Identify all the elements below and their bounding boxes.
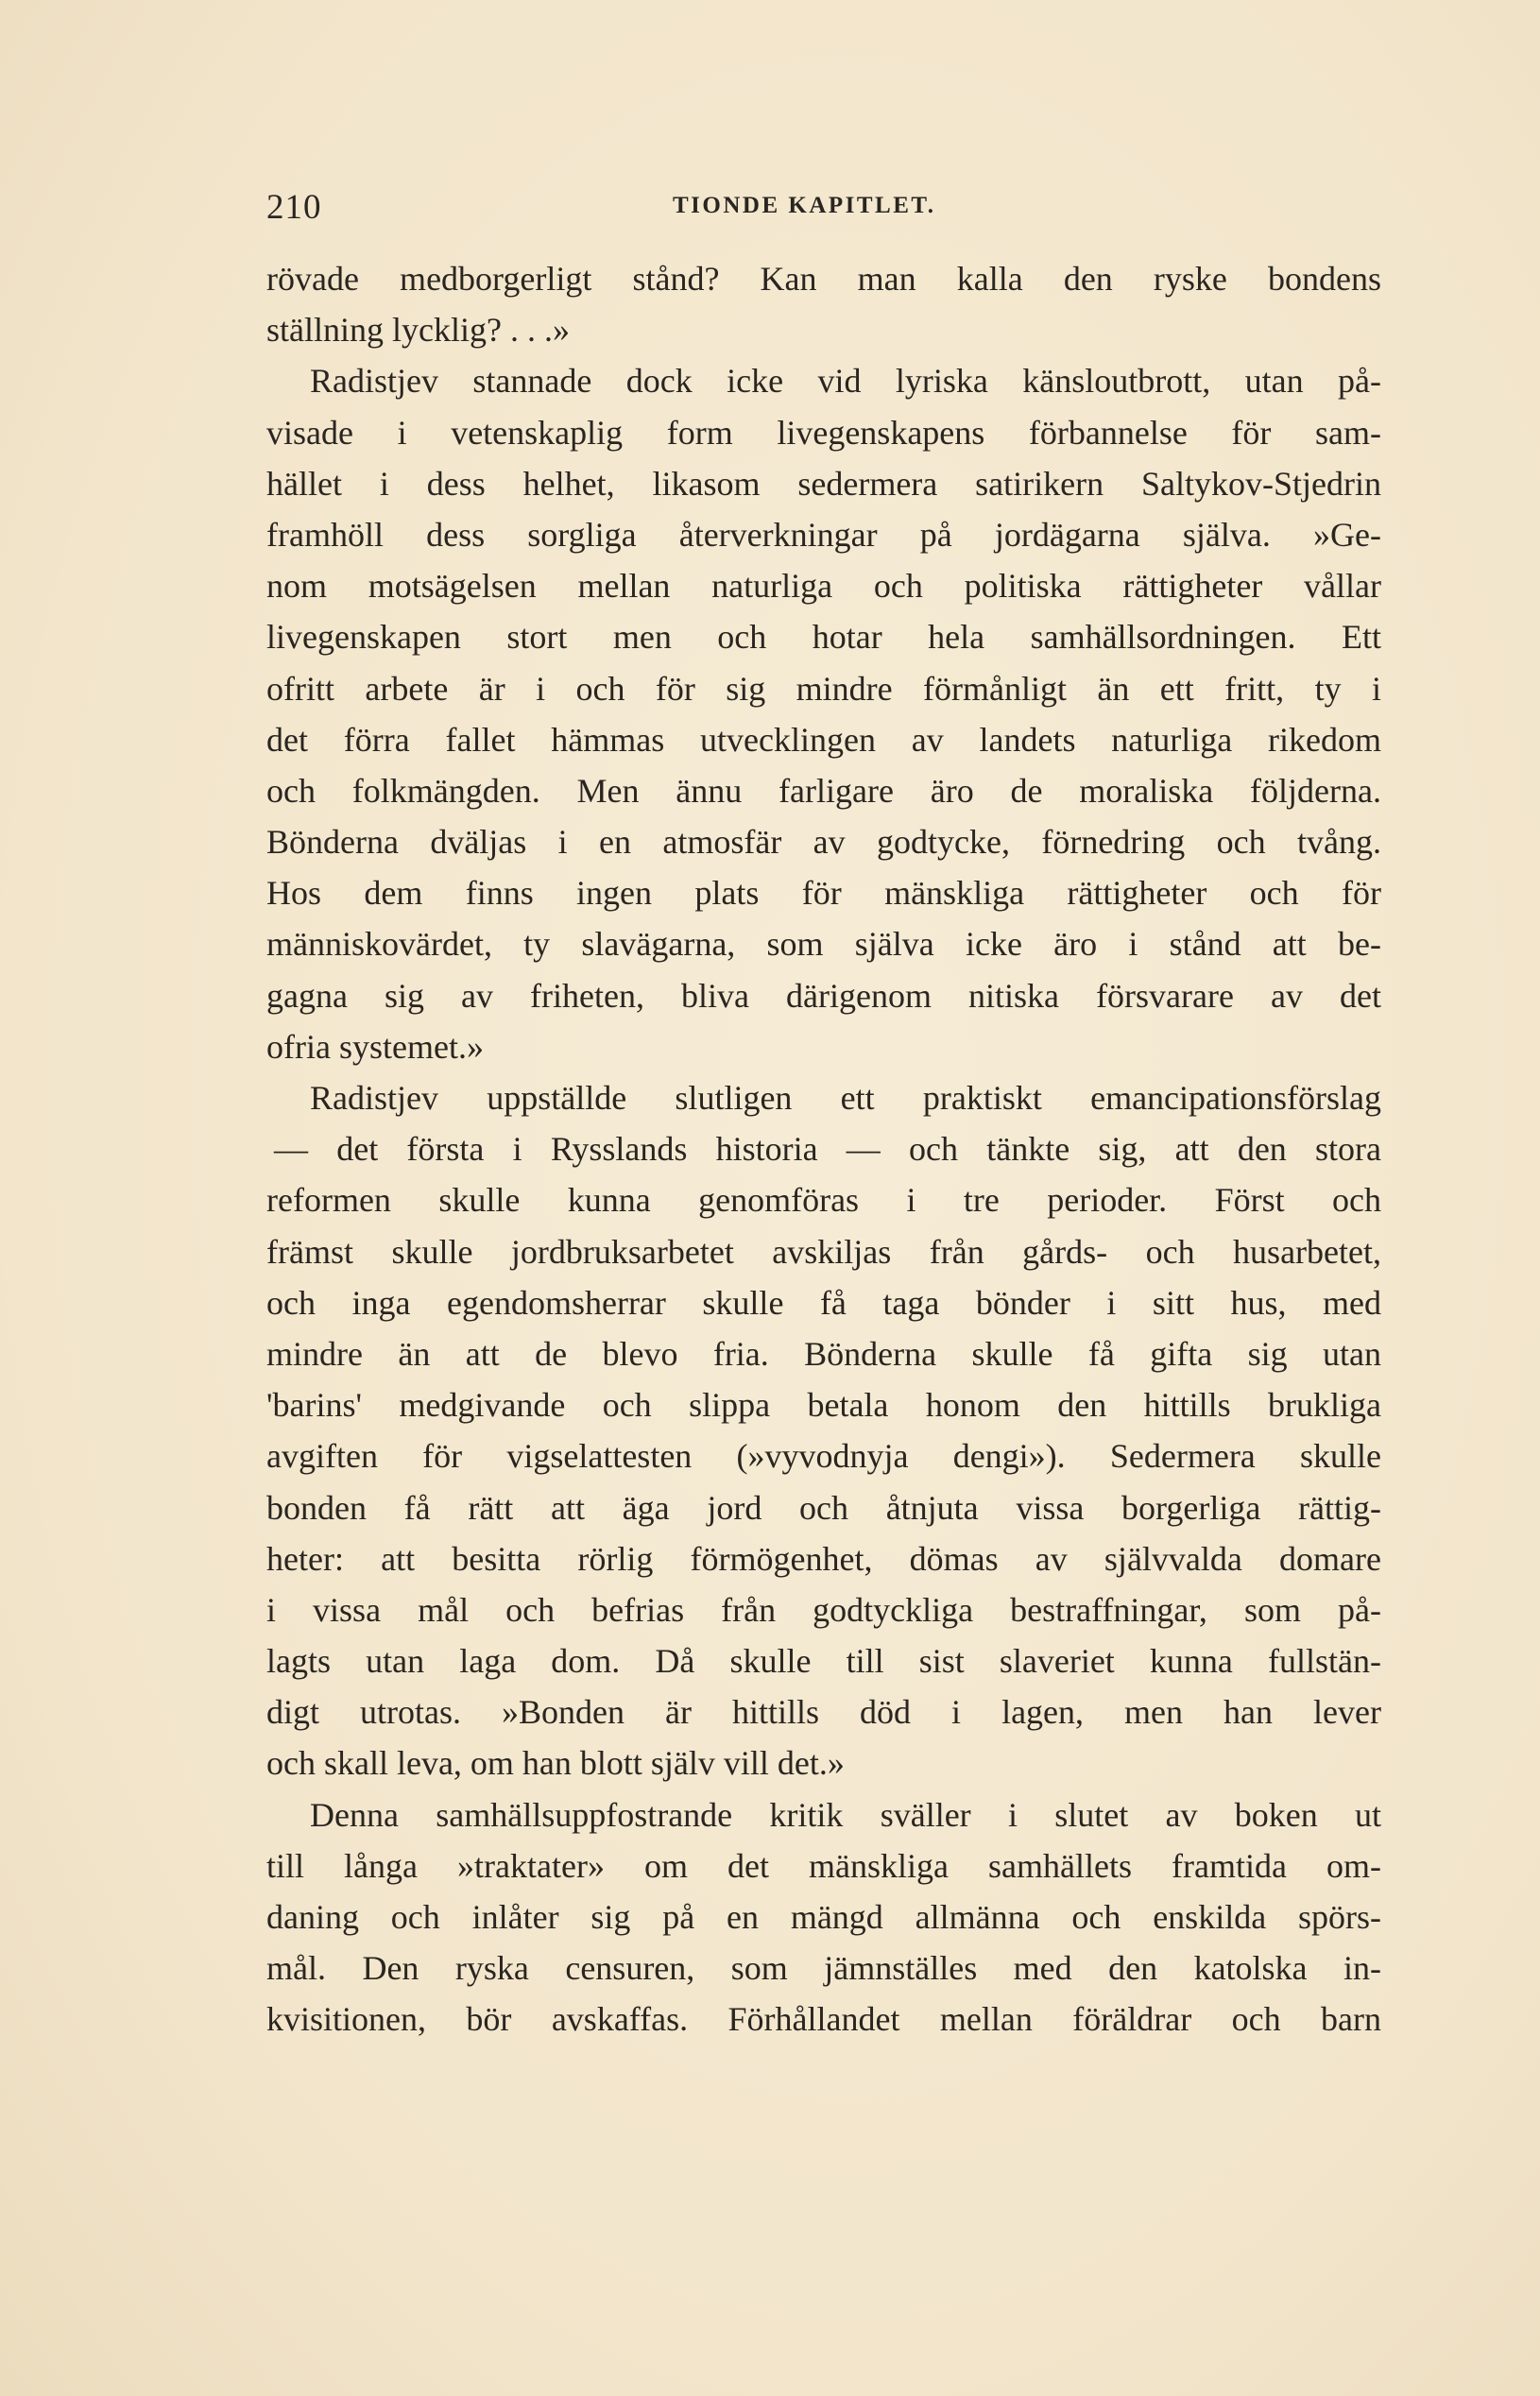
- text-line: livegenskapen stort men och hotar hela samhällsordningen. Ett: [266, 618, 1381, 657]
- text-line: Radistjev uppställde slutligen ett praktiskt emancipationsförslag: [310, 1079, 1381, 1117]
- page-number: 210: [266, 188, 322, 227]
- text-line: det förra fallet hämmas utvecklingen av landets naturliga rikedom: [266, 720, 1381, 759]
- text-line: Denna samhällsuppfostrande kritik sväller i slutet av boken ut: [310, 1795, 1381, 1834]
- text-line: digt utrotas. »Bonden är hittills död i lagen, men han lever: [266, 1693, 1381, 1732]
- text-line: nom motsägelsen mellan naturliga och politiska rättigheter vållar: [266, 567, 1381, 606]
- text-line: mål. Den ryska censuren, som jämnställes med den katolska in-: [266, 1949, 1381, 1988]
- text-line: — det första i Rysslands historia — och tänkte sig, att den stora: [274, 1130, 1381, 1169]
- text-line: ställning lycklig? . . .»: [266, 311, 570, 350]
- body-text: [266, 253, 1381, 2045]
- page-header: [266, 187, 1381, 234]
- text-line: reformen skulle kunna genomföras i tre perioder. Först och: [266, 1181, 1381, 1220]
- text-line: framhöll dess sorgliga återverkningar på jordägarna själva. »Ge-: [266, 515, 1381, 554]
- text-line: lagts utan laga dom. Då skulle till sist slaveriet kunna fullstän-: [266, 1642, 1381, 1681]
- text-line: Hos dem finns ingen plats för mänskliga rättigheter och för: [266, 874, 1381, 913]
- text-line: och skall leva, om han blott själv vill det.»: [266, 1744, 845, 1783]
- text-line: avgiften för vigselattesten (»vyvodnyja dengi»). Sedermera skulle: [266, 1437, 1381, 1476]
- text-line: Bönderna dväljas i en atmosfär av godtycke, förnedring och tvång.: [266, 823, 1381, 862]
- text-line: 'barins' medgivande och slippa betala honom den hittills brukliga: [266, 1386, 1381, 1425]
- text-line: i vissa mål och befrias från godtyckliga bestraffningar, som på-: [266, 1590, 1381, 1629]
- text-line: och inga egendomsherrar skulle få taga bönder i sitt hus, med: [266, 1283, 1381, 1322]
- text-line: till långa »traktater» om det mänskliga samhällets framtida om-: [266, 1846, 1381, 1885]
- text-line: rövade medborgerligt stånd? Kan man kalla den ryske bondens: [266, 260, 1381, 298]
- text-line: mindre än att de blevo fria. Bönderna skulle få gifta sig utan: [266, 1334, 1381, 1373]
- text-line: hället i dess helhet, likasom sedermera satirikern Saltykov-Stjedrin: [266, 464, 1381, 503]
- text-line: människovärdet, ty slavägarna, som själva icke äro i stånd att be-: [266, 925, 1381, 964]
- text-line: kvisitionen, bör avskaffas. Förhållandet mellan föräldrar och barn: [266, 2000, 1381, 2039]
- text-line: ofria systemet.»: [266, 1027, 484, 1066]
- text-line: visade i vetenskaplig form livegenskapens förbannelse för sam-: [266, 413, 1381, 452]
- text-line: ofritt arbete är i och för sig mindre förmånligt än ett fritt, ty i: [266, 669, 1381, 708]
- text-line: och folkmängden. Men ännu farligare äro de moraliska följderna.: [266, 771, 1381, 810]
- text-line: bonden få rätt att äga jord och åtnjuta vissa borgerliga rättig-: [266, 1488, 1381, 1527]
- text-line: främst skulle jordbruksarbetet avskiljas från gårds- och husarbetet,: [266, 1232, 1381, 1271]
- text-line: Radistjev stannade dock icke vid lyriska känsloutbrott, utan på-: [310, 362, 1381, 401]
- running-head: TIONDE KAPITLET.: [673, 193, 936, 218]
- text-line: gagna sig av friheten, bliva därigenom nitiska försvarare av det: [266, 976, 1381, 1015]
- text-line: daning och inlåter sig på en mängd allmänna och enskilda spörs-: [266, 1898, 1381, 1936]
- text-line: heter: att besitta rörlig förmögenhet, dömas av självvalda domare: [266, 1539, 1381, 1578]
